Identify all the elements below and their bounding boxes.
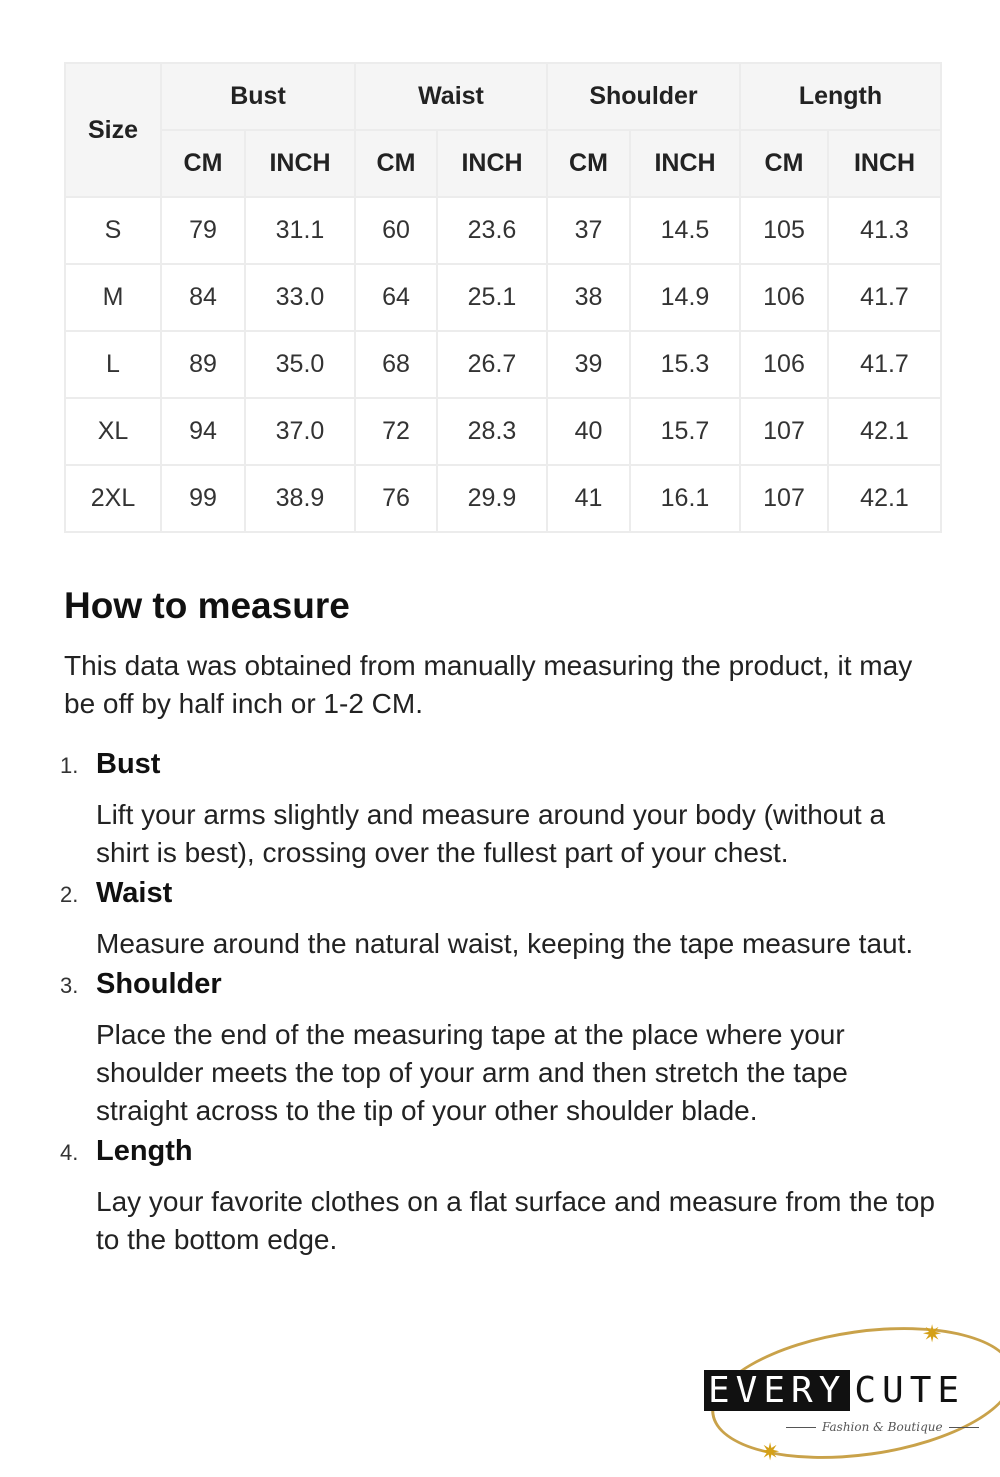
header-size: Size	[65, 63, 161, 197]
measurement-cell: 37.0	[245, 398, 355, 465]
header-bust: Bust	[161, 63, 355, 130]
measurement-cell: 29.9	[437, 465, 547, 532]
size-cell: L	[65, 331, 161, 398]
header-waist: Waist	[355, 63, 547, 130]
measurement-cell: 94	[161, 398, 245, 465]
measure-intro: This data was obtained from manually measuring the product, it may be off by half inch or 1-2 CM.	[64, 650, 913, 719]
unit-header: CM	[355, 130, 437, 197]
step-number: 2.	[60, 882, 79, 907]
measurement-cell: 38.9	[245, 465, 355, 532]
step-description: Lay your favorite clothes on a flat surface and measure from the top to the bottom edge.	[96, 1186, 935, 1255]
header-length: Length	[740, 63, 941, 130]
step-shoulder	[60, 968, 940, 1130]
logo-word-cute: CUTE	[850, 1370, 969, 1411]
step-number: 4.	[60, 1140, 79, 1165]
measurement-cell: 68	[355, 331, 437, 398]
step-title: Length	[96, 1135, 193, 1167]
step-title: Waist	[96, 877, 173, 909]
step-length	[60, 1135, 940, 1259]
unit-header: INCH	[828, 130, 941, 197]
step-title: Shoulder	[96, 968, 222, 1000]
measurement-cell: 15.7	[630, 398, 740, 465]
step-number: 1.	[60, 753, 79, 778]
size-cell: M	[65, 264, 161, 331]
measurement-cell: 40	[547, 398, 630, 465]
measurement-cell: 42.1	[828, 465, 941, 532]
measurement-cell: 106	[740, 264, 828, 331]
table-row	[65, 398, 941, 465]
logo-word-every: EVERY	[704, 1370, 850, 1411]
size-chart-table	[64, 62, 942, 533]
table-row	[65, 264, 941, 331]
brand-logo	[700, 1320, 1000, 1467]
step-title: Bust	[96, 748, 161, 780]
size-cell: XL	[65, 398, 161, 465]
measurement-cell: 28.3	[437, 398, 547, 465]
sparkle-icon: ✷	[760, 1439, 781, 1466]
measurement-cell: 14.5	[630, 197, 740, 264]
measurement-cell: 84	[161, 264, 245, 331]
measurement-cell: 76	[355, 465, 437, 532]
table-row	[65, 197, 941, 264]
how-to-measure-title: How to measure	[64, 585, 350, 626]
unit-header: INCH	[245, 130, 355, 197]
measurement-cell: 64	[355, 264, 437, 331]
step-number: 3.	[60, 973, 79, 998]
table-row	[65, 465, 941, 532]
sparkle-icon: ✷	[922, 1321, 943, 1348]
measurement-cell: 39	[547, 331, 630, 398]
measurement-cell: 35.0	[245, 331, 355, 398]
measurement-cell: 42.1	[828, 398, 941, 465]
measurement-cell: 99	[161, 465, 245, 532]
step-description: Lift your arms slightly and measure around your body (without a shirt is best), crossing over the fullest part of your chest.	[96, 799, 886, 868]
unit-header: INCH	[630, 130, 740, 197]
measurement-cell: 72	[355, 398, 437, 465]
header-shoulder: Shoulder	[547, 63, 740, 130]
logo-tagline: Fashion & Boutique	[780, 1420, 985, 1434]
measurement-cell: 14.9	[630, 264, 740, 331]
measure-steps-list	[60, 748, 940, 1264]
measurement-cell: 41.3	[828, 197, 941, 264]
measurement-cell: 16.1	[630, 465, 740, 532]
size-cell: S	[65, 197, 161, 264]
measurement-cell: 33.0	[245, 264, 355, 331]
step-waist	[60, 877, 940, 963]
unit-header: CM	[161, 130, 245, 197]
size-cell: 2XL	[65, 465, 161, 532]
measurement-cell: 41	[547, 465, 630, 532]
step-bust	[60, 748, 940, 872]
unit-header: INCH	[437, 130, 547, 197]
step-description: Measure around the natural waist, keeping the tape measure taut.	[96, 928, 914, 959]
measurement-cell: 107	[740, 465, 828, 532]
measurement-cell: 105	[740, 197, 828, 264]
measurement-cell: 37	[547, 197, 630, 264]
measurement-cell: 89	[161, 331, 245, 398]
measurement-cell: 79	[161, 197, 245, 264]
unit-header: CM	[740, 130, 828, 197]
measurement-cell: 26.7	[437, 331, 547, 398]
measurement-cell: 41.7	[828, 264, 941, 331]
measurement-cell: 38	[547, 264, 630, 331]
measurement-cell: 41.7	[828, 331, 941, 398]
measurement-cell: 31.1	[245, 197, 355, 264]
measurement-cell: 106	[740, 331, 828, 398]
measurement-cell: 25.1	[437, 264, 547, 331]
measurement-cell: 107	[740, 398, 828, 465]
measurement-cell: 15.3	[630, 331, 740, 398]
table-row	[65, 331, 941, 398]
measurement-cell: 60	[355, 197, 437, 264]
step-description: Place the end of the measuring tape at the place where your shoulder meets the top of your arm and then stretch the tape straight across to the tip of your other shoulder blade.	[96, 1019, 848, 1126]
measurement-cell: 23.6	[437, 197, 547, 264]
unit-header: CM	[547, 130, 630, 197]
